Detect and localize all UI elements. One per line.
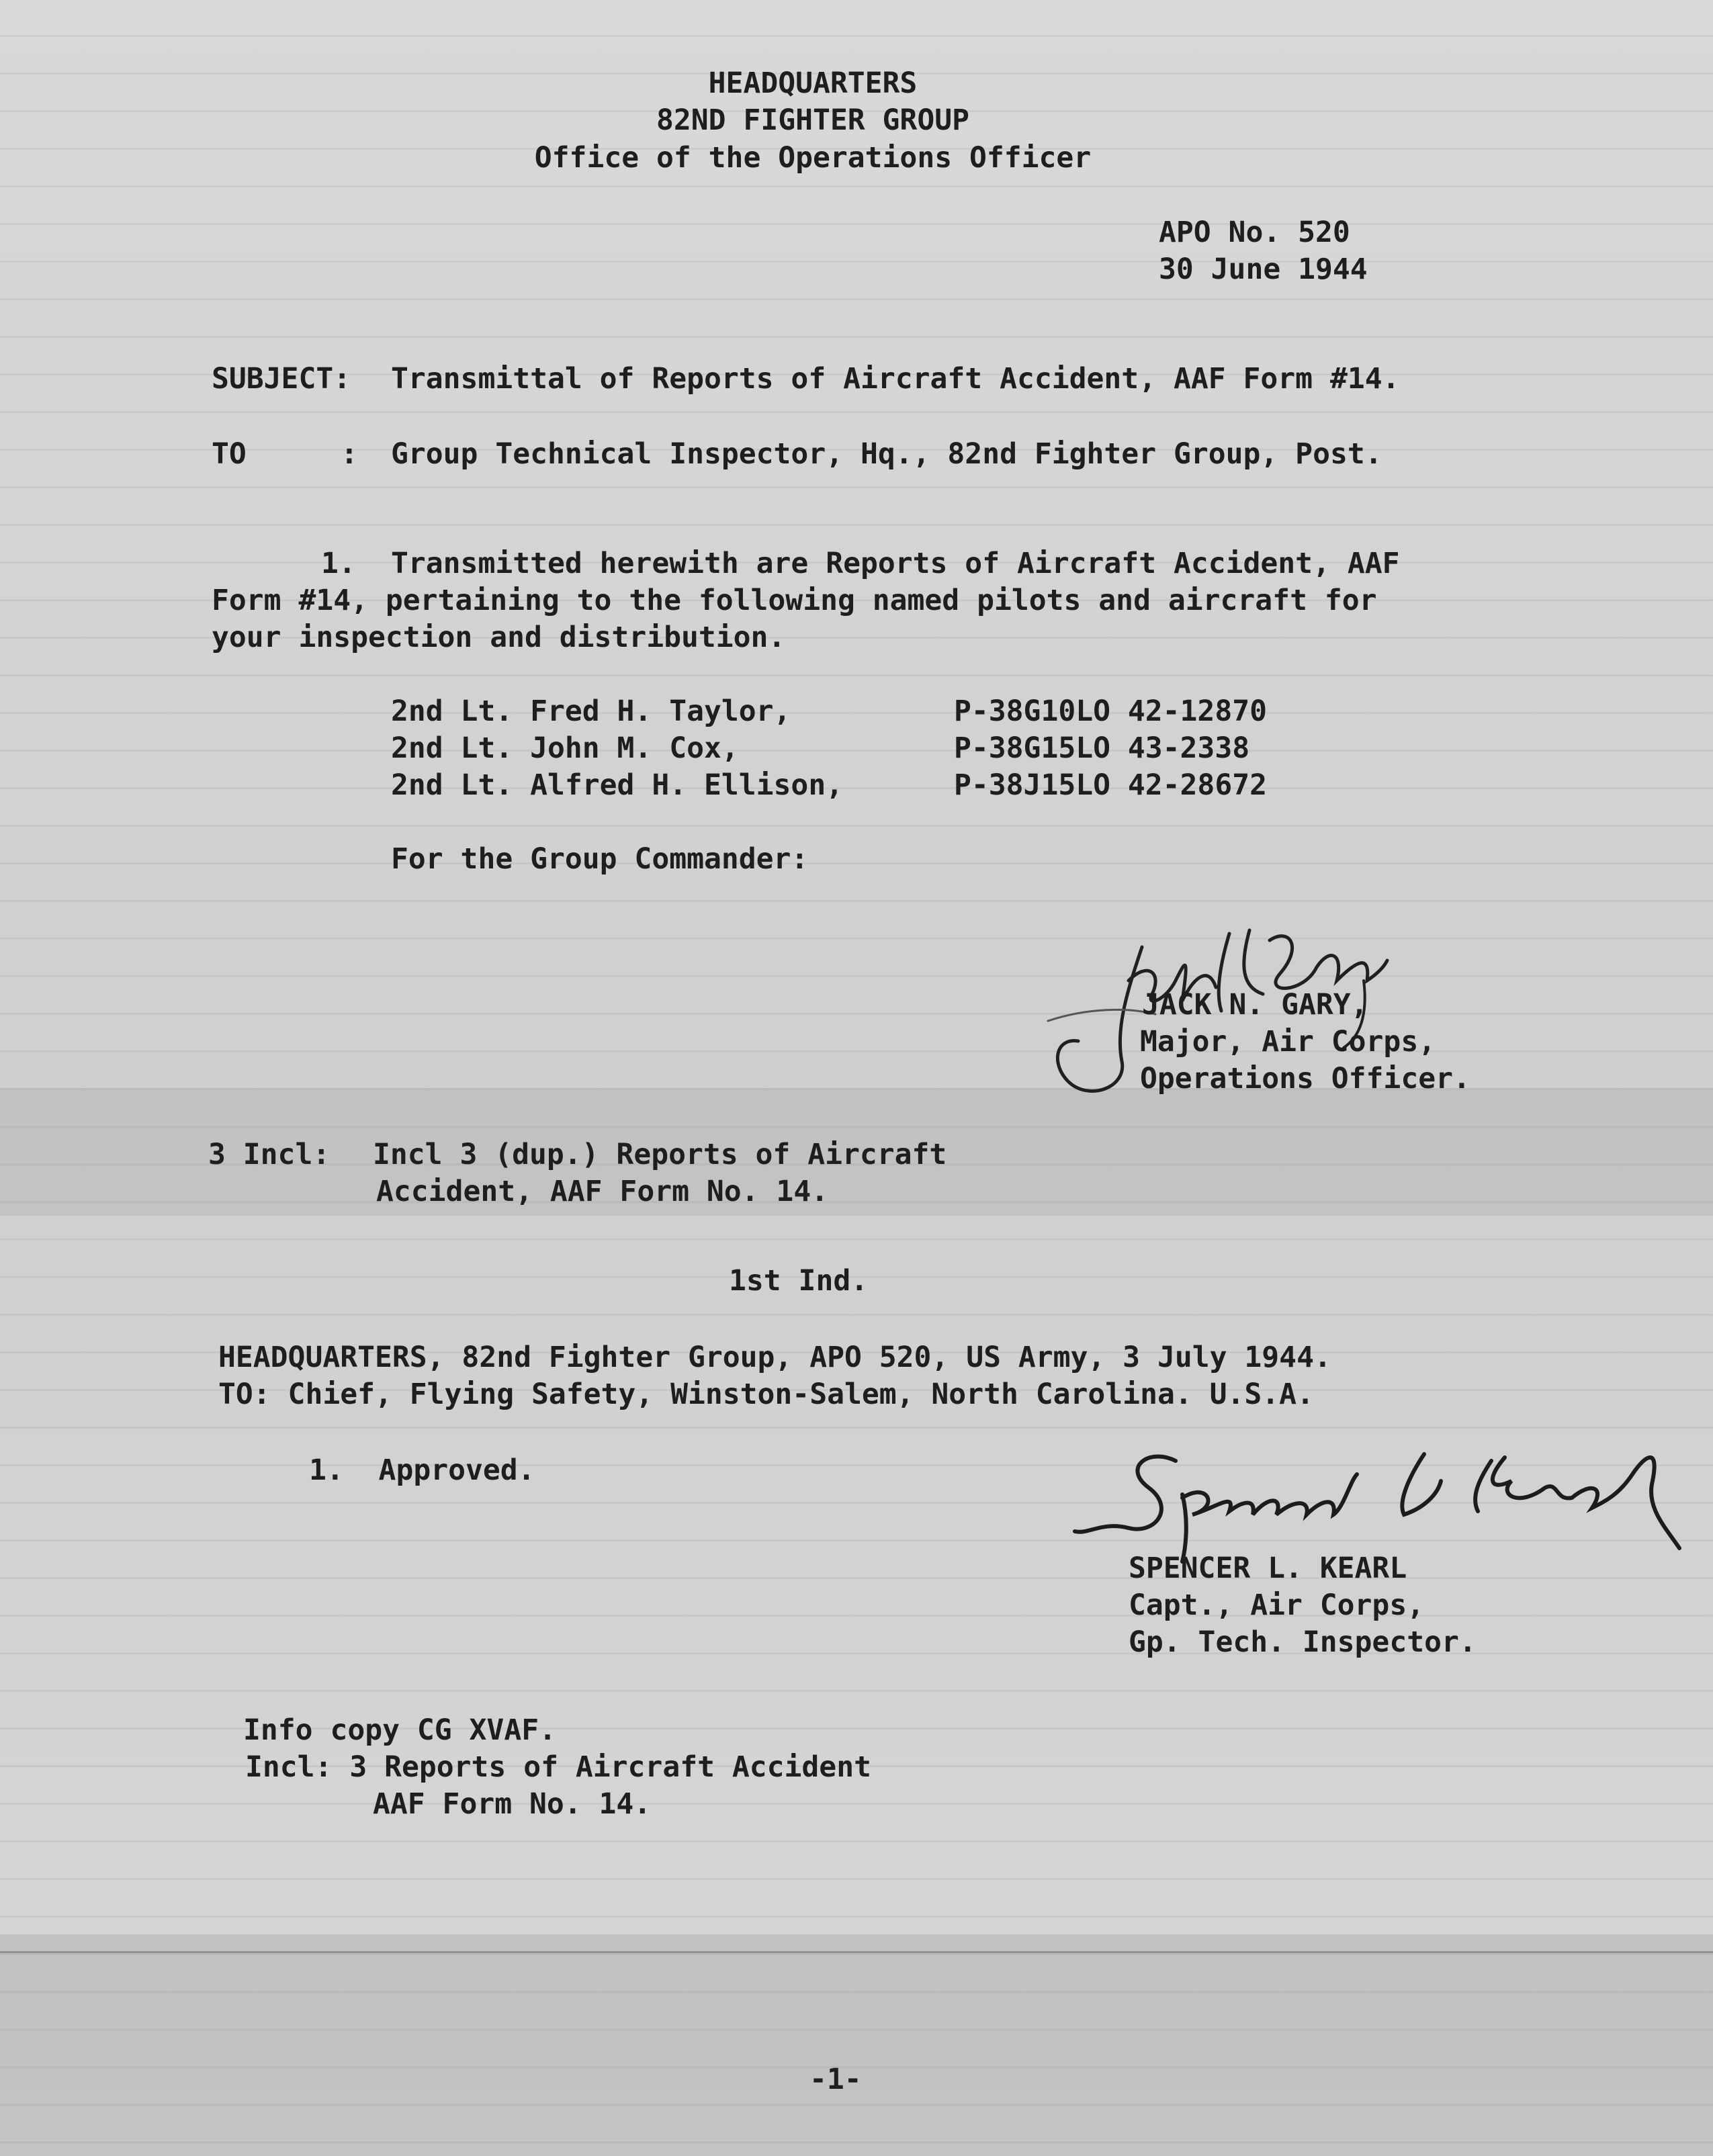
- inclosure-line-1: Incl 3 (dup.) Reports of Aircraft: [373, 1138, 947, 1171]
- inclosure-label: 3 Incl:: [208, 1138, 331, 1171]
- apo-number: APO No. 520: [1159, 216, 1350, 249]
- indorsement-line-1: HEADQUARTERS, 82nd Fighter Group, APO 520, US Army, 3 July 1944.: [218, 1341, 1331, 1374]
- header-line-3: Office of the Operations Officer: [534, 141, 1092, 175]
- approved-item: 1. Approved.: [309, 1453, 535, 1487]
- pilot-aircraft: P-38G15LO 43-2338: [954, 731, 1250, 765]
- to-label: TO: [212, 437, 247, 471]
- scan-line: [0, 1951, 1713, 1953]
- pilot-aircraft: P-38G10LO 42-12870: [954, 694, 1267, 728]
- header-line-2: 82ND FIGHTER GROUP: [656, 103, 969, 137]
- signer-1-rank: Major, Air Corps,: [1140, 1025, 1436, 1059]
- header-line-1: HEADQUARTERS: [708, 66, 918, 100]
- signer-2-title: Gp. Tech. Inspector.: [1129, 1625, 1477, 1659]
- signer-1-name: JACK N. GARY,: [1142, 988, 1368, 1022]
- paragraph-line-2: Form #14, pertaining to the following named pilots and aircraft for: [212, 584, 1377, 617]
- for-commander: For the Group Commander:: [391, 842, 809, 876]
- subject-text: Transmittal of Reports of Aircraft Accident, AAF Form #14.: [391, 362, 1400, 396]
- pilot-name: 2nd Lt. John M. Cox,: [391, 731, 739, 765]
- to-text: Group Technical Inspector, Hq., 82nd Fighter Group, Post.: [391, 437, 1382, 471]
- pilot-aircraft: P-38J15LO 42-28672: [954, 768, 1267, 802]
- scan-shading-bottom: [0, 1934, 1713, 2156]
- paragraph-line-3: your inspection and distribution.: [212, 621, 786, 654]
- paragraph-line-1: Transmitted herewith are Reports of Aircraft Accident, AAF: [391, 547, 1400, 580]
- letter-date: 30 June 1944: [1159, 253, 1368, 286]
- info-line-2: Incl: 3 Reports of Aircraft Accident: [245, 1750, 871, 1784]
- inclosure-line-2: Accident, AAF Form No. 14.: [376, 1175, 829, 1208]
- subject-label: SUBJECT:: [212, 362, 351, 396]
- signer-2-name: SPENCER L. KEARL: [1129, 1552, 1407, 1585]
- page-number: -1-: [809, 2063, 862, 2096]
- signer-1-title: Operations Officer.: [1140, 1062, 1470, 1095]
- to-colon: :: [341, 437, 358, 471]
- info-line-1: Info copy CG XVAF.: [243, 1713, 556, 1747]
- signer-2-rank: Capt., Air Corps,: [1129, 1588, 1425, 1622]
- pilot-name: 2nd Lt. Fred H. Taylor,: [391, 694, 791, 728]
- indorsement-line-2: TO: Chief, Flying Safety, Winston-Salem, North Carolina. U.S.A.: [218, 1378, 1314, 1411]
- signature-spencer-kearl: [1075, 1434, 1693, 1568]
- indorsement-heading: 1st Ind.: [729, 1264, 869, 1298]
- info-line-3: AAF Form No. 14.: [373, 1787, 652, 1821]
- paragraph-number: 1.: [321, 547, 356, 580]
- pilot-name: 2nd Lt. Alfred H. Ellison,: [391, 768, 844, 802]
